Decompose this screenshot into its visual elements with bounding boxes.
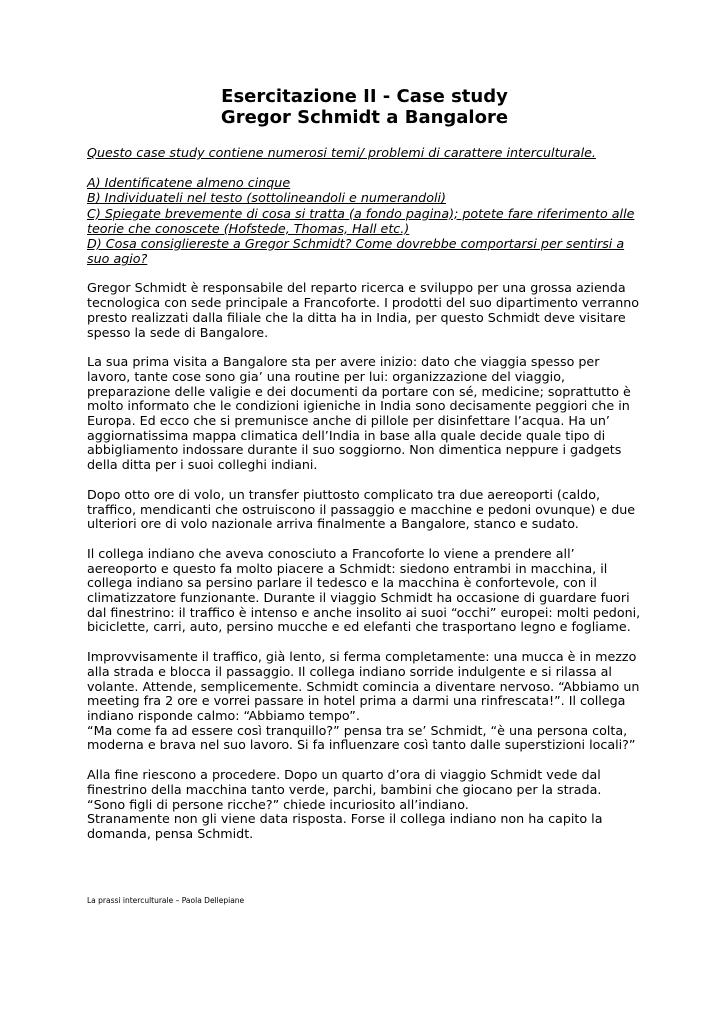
- paragraph-text: Improvvisamente il traffico, già lento, si ferma completamente: una mucca è in mezzo alla strada e blocca il passaggio. Il collega indiano sorride indulgente e si rilassa al volante. Attende, semplicemente. Schmidt comincia a diventare nervoso. “Abbiamo un meeting fra 2 ore e vorrei passare in hotel prima a darmi una rinfrescata!”. Il collega indiano risponde calmo: “Abbiamo tempo”.: [87, 649, 640, 723]
- paragraph: [87, 355, 642, 473]
- paragraph: [87, 768, 642, 842]
- page-footer: La prassi interculturale – Paola Dellepiane: [87, 896, 245, 905]
- document-page: [87, 86, 642, 842]
- document-title: [87, 86, 642, 128]
- task-item: A) Identificatene almeno cinque: [87, 175, 291, 191]
- paragraph-text: La sua prima visita a Bangalore sta per avere inizio: dato che viaggia spesso per lavoro, tante cose sono gia’ una routine per lui: organizzazione del viaggio, preparazione delle valigie e dei documenti da portare con sé, medicine; soprattutto è molto informato che le condizioni igieniche in India sono decisamente peggiori che in Europa. Ed ecco che si premunisce anche di pillole per disinfettare l’acqua. Ha un’ aggiornatissima mappa climatica dell’India in base alla quale decide quale tipo di abbigliamento indossare durante il suo soggiorno. Non dimentica neppure i gadgets della ditta per i suoi colleghi indiani.: [87, 354, 631, 473]
- task-item: C) Spiegate brevemente di cosa si tratta (a fondo pagina); potete fare riferimento alle teorie che conoscete (Hofstede, Thomas, Hall etc.): [87, 205, 635, 236]
- title-line-2: Gregor Schmidt a Bangalore: [220, 107, 509, 128]
- task-item: D) Cosa consigliereste a Gregor Schmidt? Come dovrebbe comportarsi per sentirsi a suo agio?: [87, 236, 625, 267]
- paragraph: [87, 281, 642, 340]
- paragraph-text: Dopo otto ore di volo, un transfer piuttosto complicato tra due aereoporti (caldo, traffico, mendicanti che ostruiscono il passaggio e macchine e pedoni ovunque) e due ulteriori ore di volo nazionale arriva finalmente a Bangalore, stanco e sudato.: [87, 486, 636, 532]
- task-list: [87, 175, 642, 266]
- paragraph: [87, 488, 642, 532]
- paragraph-text: Il collega indiano che aveva conosciuto a Francoforte lo viene a prendere all’ aereoporto e questo fa molto piacere a Schmidt: siedono entrambi in macchina, il collega indiano sa persino parlare il tedesco e la macchina è confortevole, con il climatizzatore funzionante. Durante il viaggio Schmidt ha occasione di guardare fuori dal finestrino: il traffico è intenso e anche insolito ai suoi “occhi” europei: molti pedoni, biciclette, carri, auto, persino mucche e ed elefanti che trasportano legno e fogliame.: [87, 545, 641, 635]
- intro-text: Questo case study contiene numerosi temi/ problemi di carattere interculturale.: [87, 145, 596, 160]
- paragraph-text: Gregor Schmidt è responsabile del reparto ricerca e sviluppo per una grossa azienda tecnologica con sede principale a Francoforte. I prodotti del suo dipartimento verranno presto realizzati dalla filiale che la ditta ha in India, per questo Schmidt deve visitare spesso la sede di Bangalore.: [87, 280, 640, 340]
- paragraph-text: Stranamente non gli viene data risposta. Forse il collega indiano non ha capito la domanda, pensa Schmidt.: [87, 811, 603, 841]
- paragraph: [87, 547, 642, 635]
- task-item: B) Individuateli nel testo (sottolineandoli e numerandoli): [87, 190, 446, 206]
- paragraph: [87, 650, 642, 753]
- paragraph-text: “Ma come fa ad essere così tranquillo?” pensa tra se’ Schmidt, “è una persona colta, moderna e brava nel suo lavoro. Si fa influenzare così tanto dalle superstizioni locali?”: [87, 722, 636, 753]
- paragraph-text: Alla fine riescono a procedere. Dopo un quarto d’ora di viaggio Schmidt vede dal finestrino della macchina tanto verde, parchi, bambini che giocano per la strada. “Sono figli di persone ricche?” chiede incuriosito all’indiano.: [87, 767, 602, 812]
- title-line-1: Esercitazione II - Case study: [221, 86, 508, 107]
